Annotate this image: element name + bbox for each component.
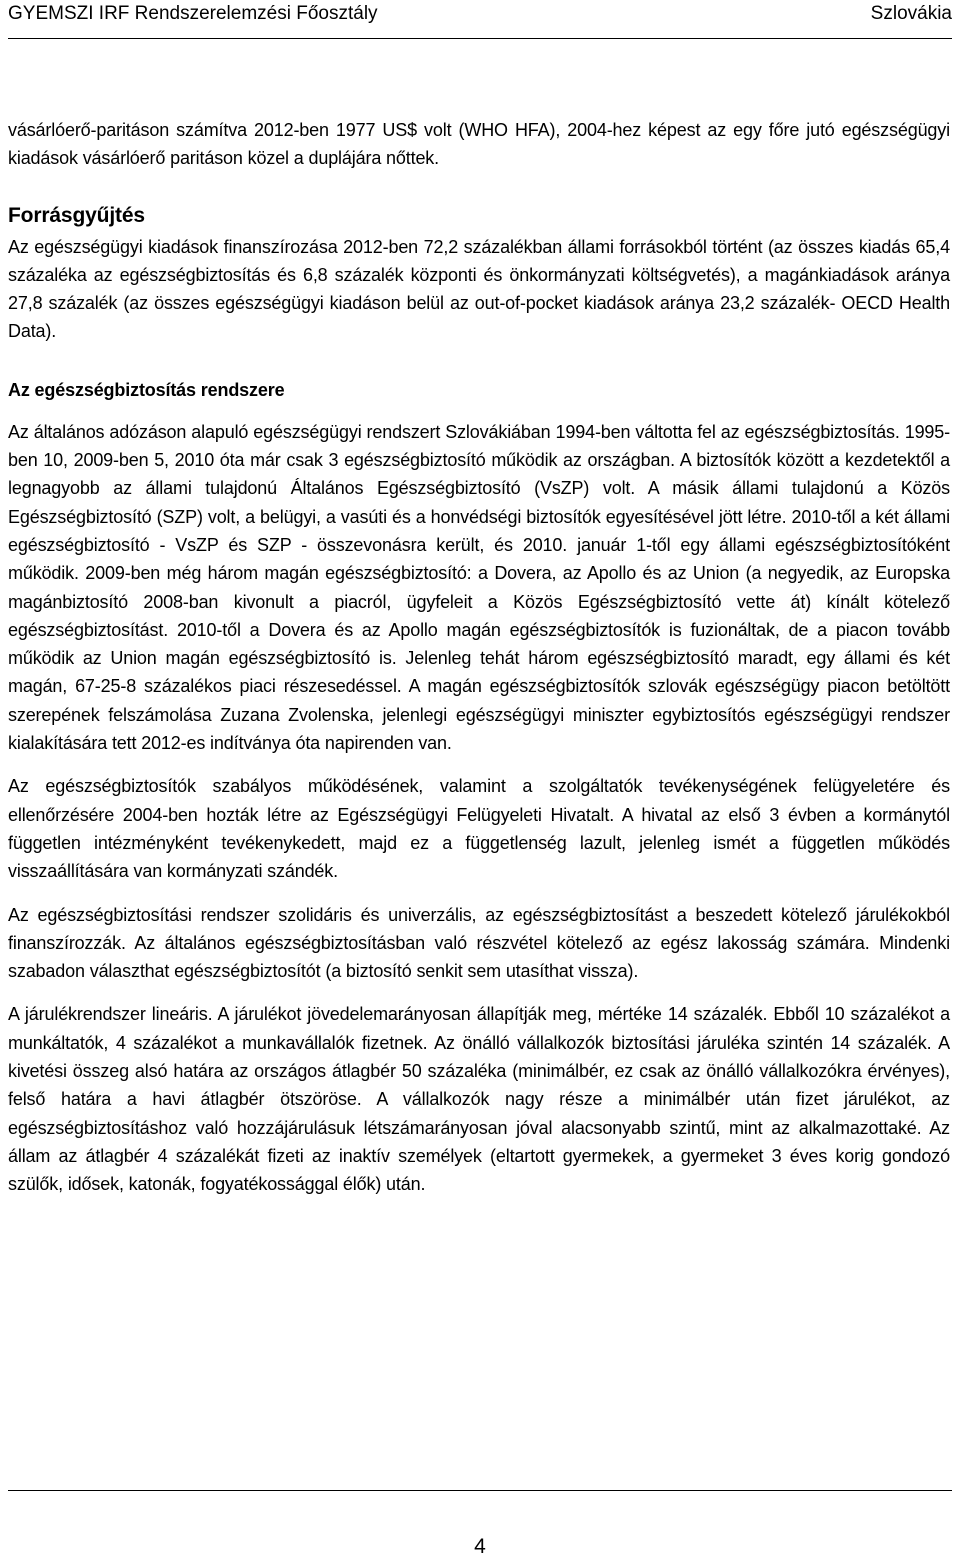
section-heading-forrasgyujtes: Forrásgyűjtés: [8, 203, 145, 227]
intro-paragraph: vásárlóerő-paritáson számítva 2012-ben 1977 US$ volt (WHO HFA), 2004-hez képest az egy főre jutó egészségügyi kiadások vásárlóerő paritáson közel a duplájára nőttek.: [8, 120, 950, 169]
footer-divider: [8, 1490, 952, 1491]
header-organization: GYEMSZI IRF Rendszerelemzési Főosztály: [8, 3, 378, 24]
header-country: Szlovákia: [870, 3, 952, 24]
document-body: [8, 116, 950, 1199]
insurance-history-paragraph: Az általános adózáson alapuló egészségügyi rendszert Szlovákiában 1994-ben váltotta fel az egészségbiztosítás. 1995-ben 10, 2009-ben 5, 2010 óta már csak 3 egészségbiztosító működik az országban. A biztosítók között a kezdetektől a legnagyobb az állami tulajdonú Általános Egészségbiztosító (VsZP) volt. A másik állami tulajdonú a Közös Egészségbiztosító (SZP) volt, a belügyi, a vasúti és a honvédségi biztosítók egyesítésével jött létre. 2010-től a két állami egészségbiztosító - VsZP és SZP - összevonásra került, és 2010. január 1-től egy állami egészségbiztosítóként működik. 2009-ben még három magán egészségbiztosító: a Dovera, az Apollo és az Union (a negyedik, az Europska magánbiztosító 2008-ban kivonult a piacról, ügyfeleit a Közös Egészségbiztosító vette át) kínált kötelező egészségbiztosítást. 2010-től a Dovera és az Apollo magán egészségbiztosítók is fuzionáltak, de a piacon tovább működik az Union magán egészségbiztosító is. Jelenleg tehát három egészségbiztosító maradt, egy állami és két magán, 67-25-8 százalékos piaci részesedéssel. A magán egészségbiztosítók szlovák egészségügy piacon betöltött szerepének felszámolása Zuzana Zvolenska, jelenlegi egészségügyi miniszter egybiztosítós egészségügyi rendszer kialakítására tett 2012-es indítványa óta napirenden van.: [8, 421, 950, 754]
page-header: [8, 0, 952, 28]
solidarity-paragraph: Az egészségbiztosítási rendszer szolidáris és univerzális, az egészségbiztosítást a beszedett kötelező járulékokból finanszírozzák. Az általános egészségbiztosításban való részvétel kötelező az egész lakosság számára. Mindenki szabadon választhat egészségbiztosítót (a biztosító senkit sem utasíthat vissza).: [8, 904, 950, 982]
financing-paragraph: Az egészségügyi kiadások finanszírozása 2012-ben 72,2 százalékban állami forrásokból történt (az összes kiadás 65,4 százaléka az egészségbiztosítás és 6,8 százalék központi és önkormányzati költségvetés), a magánkiadások aránya 27,8 százalék (az összes egészségügyi kiadáson belül az out-of-pocket kiadások aránya 23,2 százalék- OECD Health Data).: [8, 236, 950, 342]
header-divider: [8, 38, 952, 39]
supervision-paragraph: Az egészségbiztosítók szabályos működésének, valamint a szolgáltatók tevékenységének felügyeletére és ellenőrzésére 2004-ben hozták létre az Egészségügyi Felügyeleti Hivatalt. A hivatal az első 3 évben a kormánytól független intézményként tevékenykedett, majd ez a függetlenség lazult, jelenleg ismét a független működés visszaállítására van kormányzati szándék.: [8, 776, 950, 882]
section-heading-insurance-system: Az egészségbiztosítás rendszere: [8, 379, 285, 400]
contribution-paragraph: A járulékrendszer lineáris. A járulékot jövedelemarányosan állapítják meg, mértéke 14 százalék. Ebből 10 százalékot a munkáltatók, 4 százalékot a munkavállalók fizetnek. Az önálló vállalkozók biztosítási járuléka szintén 14 százalék. A kivetési összeg alsó határa az országos átlagbér 50 százaléka (minimálbér, ez csak az önálló vállalkozókra érvényes), felső határa a havi átlagbér ötszöröse. A vállalkozók nagy része a minimálbér után fizet járulékot, az egészségbiztosításhoz való hozzájárulásuk létszámarányosan jóval alacsonyabb szintű, mint az alkalmazottaké. Az állam az átlagbér 4 százalékát fizeti az inaktív személyek (eltartott gyermekek, a gyermeket 3 éves korig gondozó szülők, idősek, katonák, fogyatékossággal élők) után.: [8, 1004, 950, 1195]
page-number: 4: [474, 1535, 486, 1558]
